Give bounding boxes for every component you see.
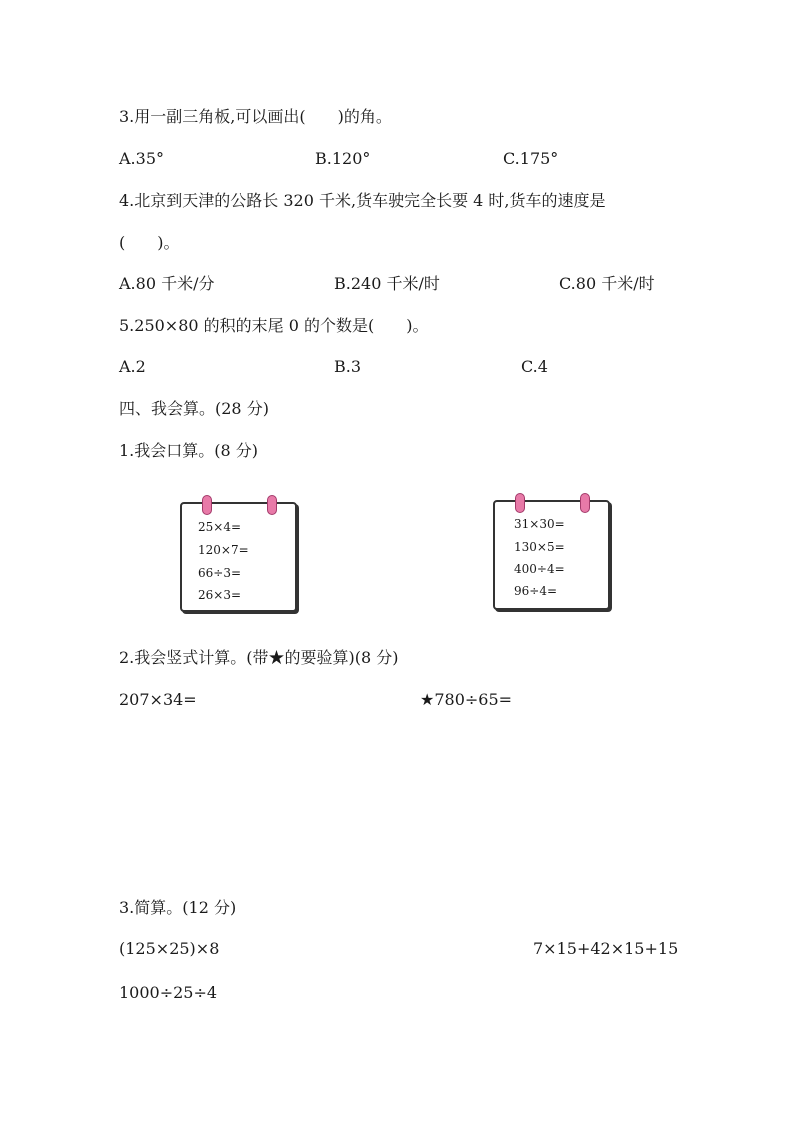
question-5-option-c: C.4 (521, 357, 548, 376)
notepad-ring (515, 493, 525, 513)
question-4-stem: 4.北京到天津的公路长 320 千米,货车驶完全长要 4 时,货车的速度是 (119, 191, 606, 210)
question-5-option-a: A.2 (119, 357, 146, 376)
question-4-stem-cont: ( )。 (119, 233, 180, 252)
notepad-1 (180, 502, 297, 612)
question-3-option-c: C.175° (503, 149, 559, 168)
notepad-2 (493, 500, 610, 610)
oral-item: 130×5= (514, 540, 565, 554)
oral-item: 26×3= (198, 588, 242, 602)
question-4-option-a: A.80 千米/分 (119, 274, 215, 293)
question-4-option-c: C.80 千米/时 (559, 274, 655, 293)
vertical-calc-item: 207×34= (119, 690, 197, 709)
vertical-calc-item: ★780÷65= (420, 690, 513, 709)
question-3-option-a: A.35° (119, 149, 164, 168)
notepad-ring (202, 495, 212, 515)
oral-calc-title: 1.我会口算。(8 分) (119, 441, 259, 460)
oral-item: 120×7= (198, 543, 249, 557)
notepad-ring (267, 495, 277, 515)
question-3-option-b: B.120° (315, 149, 371, 168)
question-4-option-b: B.240 千米/时 (334, 274, 440, 293)
oral-item: 25×4= (198, 520, 242, 534)
question-5-option-b: B.3 (334, 357, 362, 376)
oral-item: 96÷4= (514, 584, 558, 598)
simple-calc-item: 7×15+42×15+15 (533, 939, 679, 958)
question-3-stem: 3.用一副三角板,可以画出( )的角。 (119, 107, 392, 126)
oral-item: 31×30= (514, 517, 565, 531)
simple-calc-item: 1000÷25÷4 (119, 983, 218, 1002)
notepad-ring (580, 493, 590, 513)
section-4-title: 四、我会算。(28 分) (119, 399, 269, 418)
question-5-stem: 5.250×80 的积的末尾 0 的个数是( )。 (119, 316, 429, 335)
simple-calc-title: 3.简算。(12 分) (119, 898, 237, 917)
oral-item: 66÷3= (198, 566, 242, 580)
simple-calc-item: (125×25)×8 (119, 939, 220, 958)
vertical-calc-title: 2.我会竖式计算。(带★的要验算)(8 分) (119, 648, 399, 667)
oral-item: 400÷4= (514, 562, 565, 576)
